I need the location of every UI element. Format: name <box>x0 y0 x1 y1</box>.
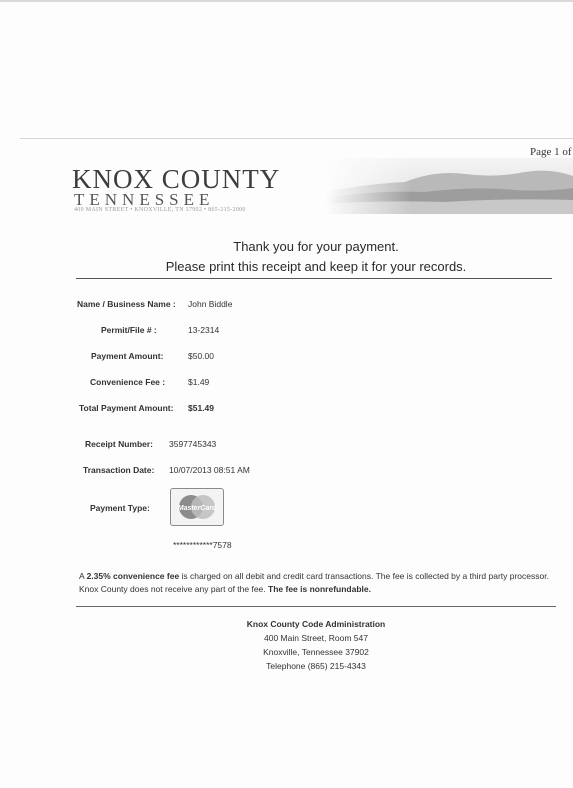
footer-street: 400 Main Street, Room 547 <box>264 633 368 643</box>
transaction-date-value: 10/07/2013 08:51 AM <box>169 465 250 475</box>
print-receipt-heading: Please print this receipt and keep it for your records. <box>165 259 467 274</box>
payment-amount-label: Payment Amount: <box>91 351 164 361</box>
transaction-date-label: Transaction Date: <box>83 465 155 475</box>
convenience-fee-value: $1.49 <box>188 377 210 387</box>
footer-phone: Telephone (865) 215-4343 <box>266 661 366 671</box>
masked-card-number: ************7578 <box>173 540 232 550</box>
permit-label: Permit/File # : <box>101 325 157 335</box>
footer-divider <box>76 606 556 607</box>
mastercard-icon <box>170 488 224 526</box>
header-rule <box>20 138 573 139</box>
permit-value: 13-2314 <box>188 325 220 335</box>
mountain-landscape-banner <box>325 158 573 214</box>
fee-disclaimer: A 2.35% convenience fee is charged on all debit and credit card transactions. The fee is collected by a third party processor. Knox County does not receive any part of the fee. The fee is nonrefundable. <box>79 571 549 594</box>
footer-city: Knoxville, Tennessee 37902 <box>263 647 369 657</box>
thank-you-heading: Thank you for your payment. <box>233 239 399 254</box>
name-label: Name / Business Name : <box>77 299 176 309</box>
county-logo-state: TENNESSEE <box>74 190 215 209</box>
page-number: Page 1 of <box>530 146 572 158</box>
receipt-number-value: 3597745343 <box>169 439 217 449</box>
footer-organization: Knox County Code Administration <box>246 619 386 629</box>
receipt-number-label: Receipt Number: <box>85 439 154 449</box>
county-logo-title: KNOX COUNTY <box>72 164 281 194</box>
total-amount-value: $51.49 <box>188 403 214 413</box>
payment-type-label: Payment Type: <box>90 503 150 513</box>
fee-rate: 2.35% convenience fee <box>86 571 180 581</box>
heading-divider <box>76 278 552 279</box>
county-logo-address: 400 MAIN STREET • KNOXVILLE, TN 37902 • 865-215-2000 <box>74 207 246 213</box>
page-top-edge <box>0 0 573 2</box>
convenience-fee-label: Convenience Fee : <box>90 377 166 387</box>
card-brand-text: MasterCard <box>177 505 217 512</box>
total-amount-label: Total Payment Amount: <box>79 403 174 413</box>
name-value: John Biddle <box>188 299 233 309</box>
payment-amount-value: $50.00 <box>188 351 214 361</box>
nonrefundable-notice: The fee is nonrefundable. <box>268 584 371 594</box>
